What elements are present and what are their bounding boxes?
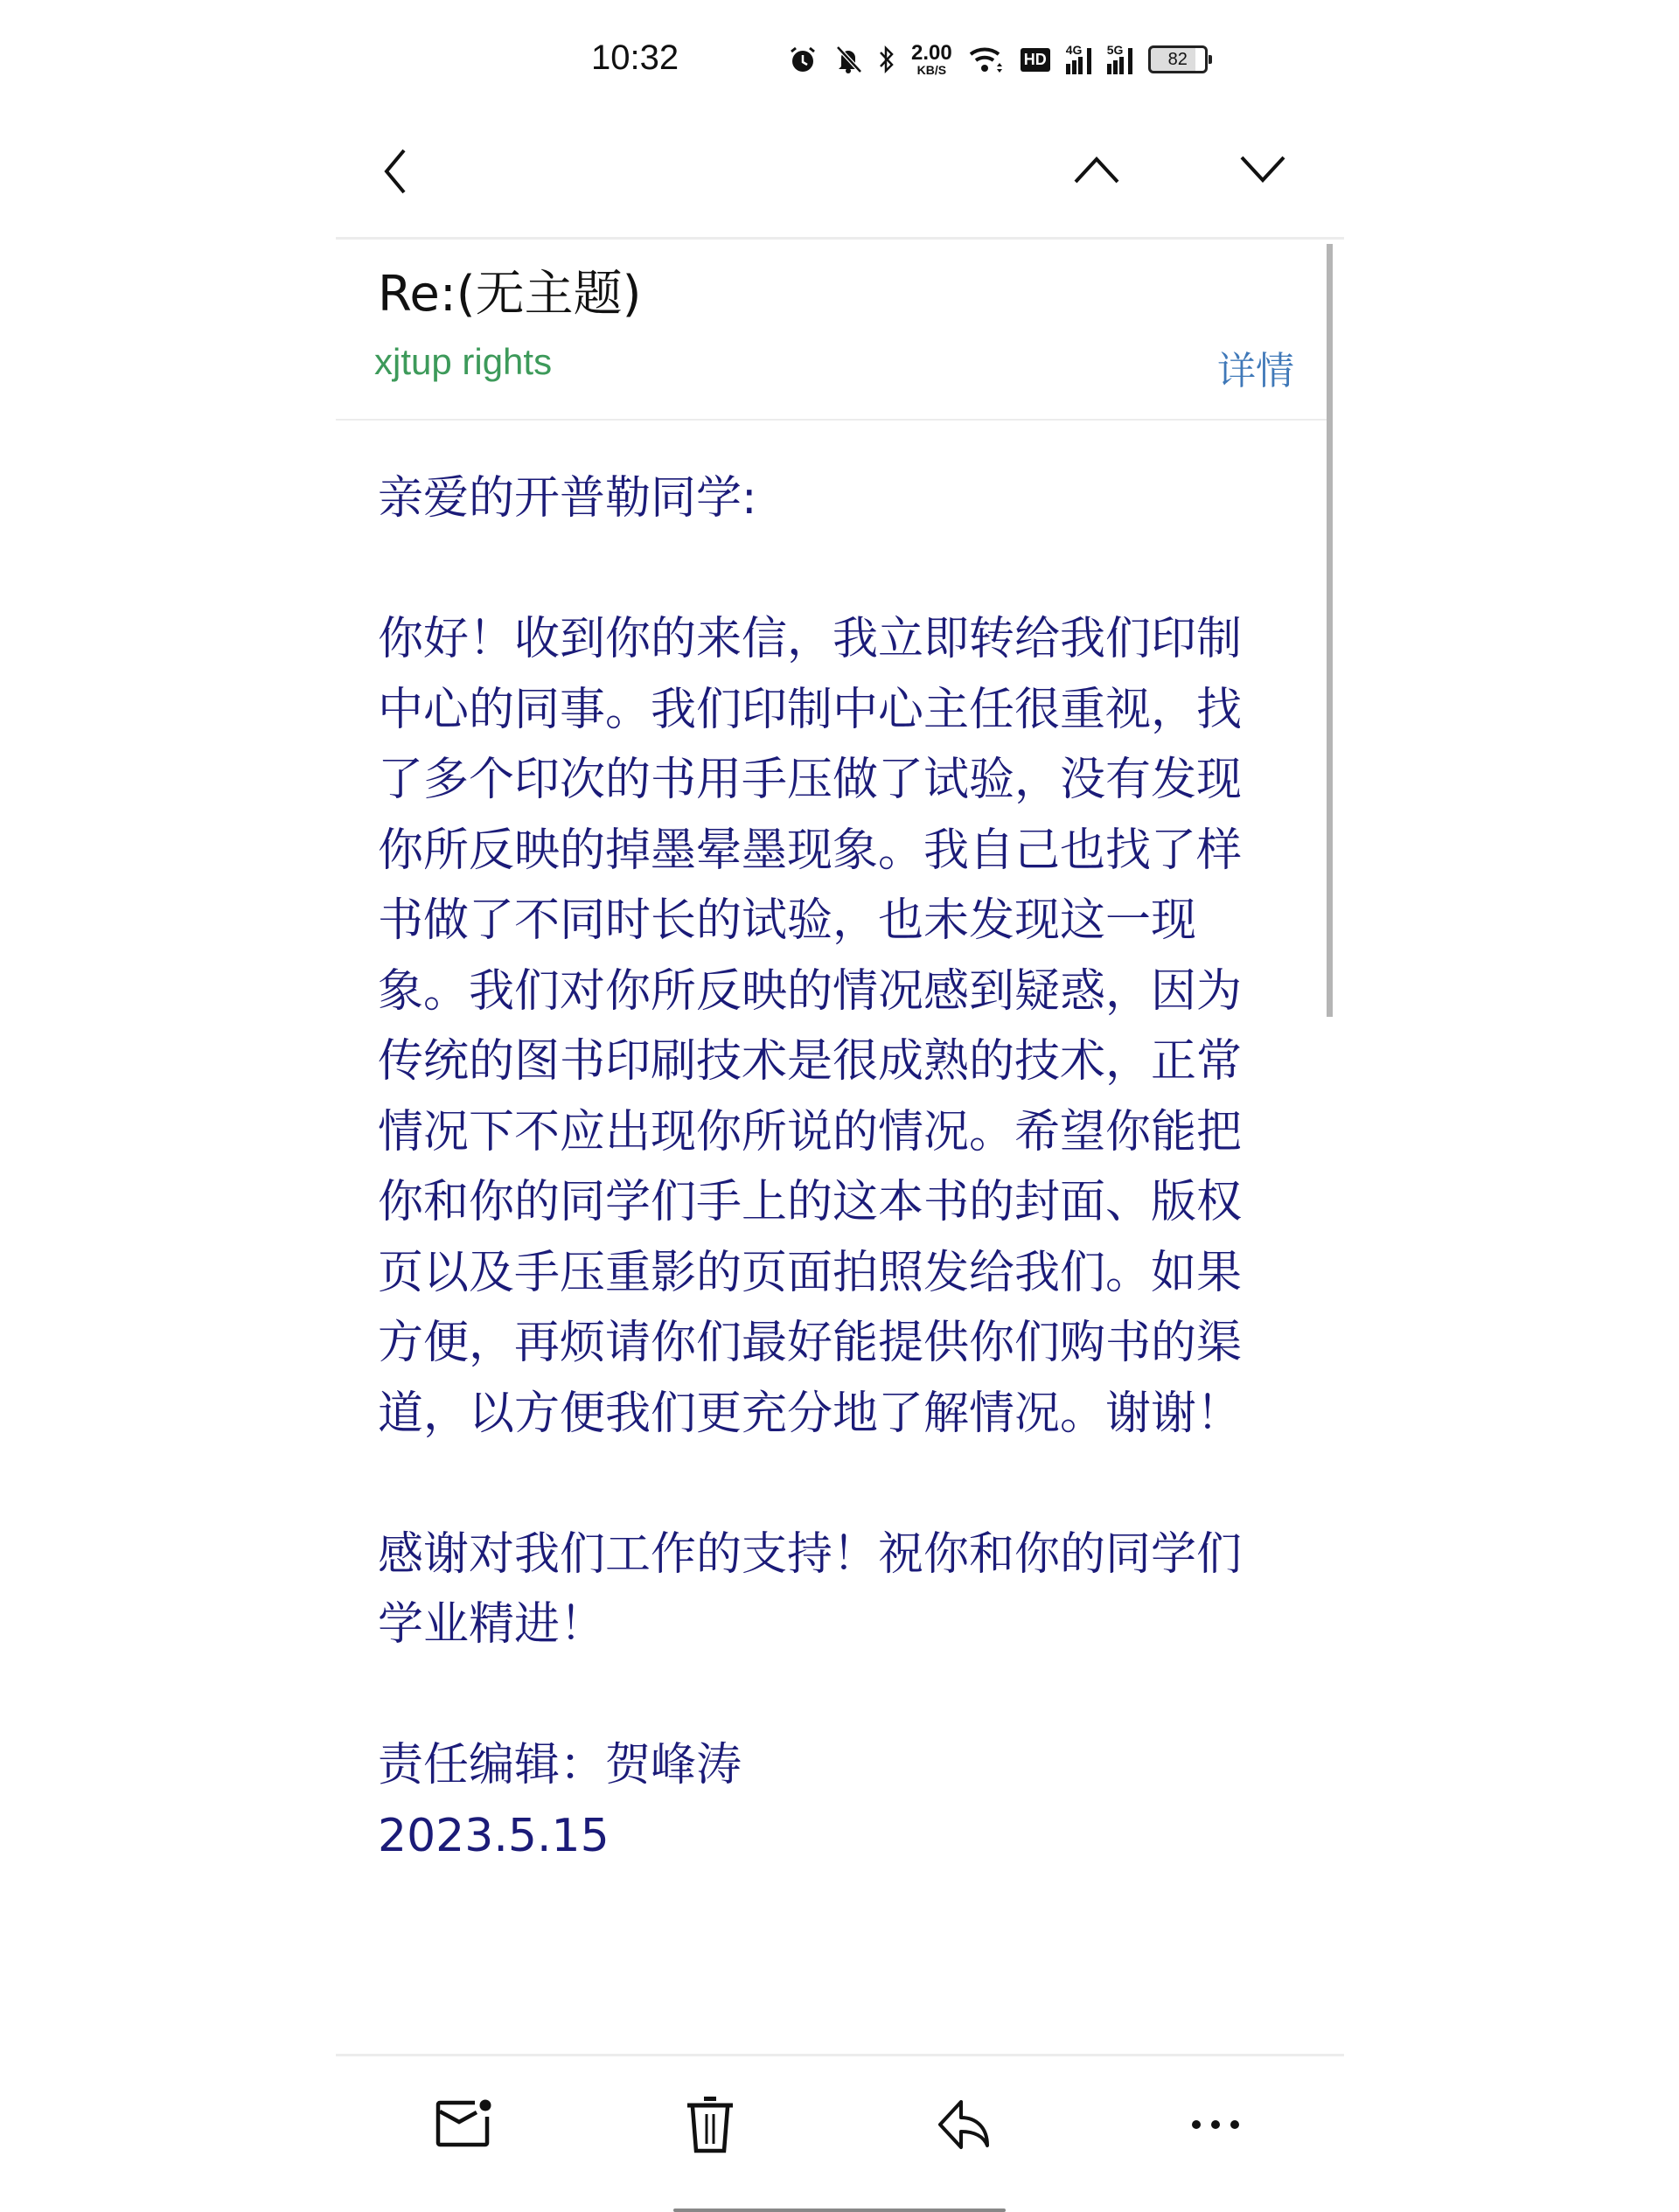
body-line: 你所反映的掉墨晕墨现象。我自己也找了样 <box>378 824 1243 877</box>
previous-email-button[interactable] <box>1072 152 1121 191</box>
bluetooth-icon <box>878 44 895 75</box>
mark-unread-button[interactable] <box>420 2085 507 2164</box>
body-line: 道，以方便我们更充分地了解情况。谢谢！ <box>378 1387 1243 1440</box>
subject-divider <box>336 419 1327 421</box>
scrollbar[interactable] <box>1327 244 1333 1017</box>
mail-unread-icon <box>435 2099 492 2150</box>
net-speed: 2.00 KB/S <box>911 41 952 77</box>
body-line: 你和你的同学们手上的这本书的封面、版权 <box>378 1176 1243 1228</box>
signal-4g-icon: 4G <box>1066 45 1091 74</box>
header-divider <box>336 237 1344 240</box>
back-button[interactable] <box>378 145 416 201</box>
body-line: 方便，再烦请你们最好能提供你们购书的渠 <box>378 1317 1243 1369</box>
reply-button[interactable] <box>922 2085 1009 2164</box>
wifi-icon <box>968 44 1005 75</box>
more-dots-icon <box>1189 2118 1242 2131</box>
body-line: 感谢对我们工作的支持！祝你和你的同学们 <box>378 1527 1243 1581</box>
body-line: 情况下不应出现你所说的情况。希望你能把 <box>378 1105 1243 1158</box>
details-link[interactable]: 详情 <box>1217 349 1294 393</box>
chevron-up-icon <box>1072 152 1121 187</box>
signal-5g-icon: 5G <box>1107 45 1132 74</box>
body-line: 学业精进！ <box>378 1598 606 1651</box>
body-line: 传统的图书印刷技术是很成熟的技术，正常 <box>378 1035 1243 1088</box>
body-blank-line <box>378 1449 1287 1520</box>
hd-voice-icon: HD <box>1021 48 1050 72</box>
body-line: 象。我们对你所反映的情况感到疑惑，因为 <box>378 964 1243 1018</box>
email-subject: Re:(无主题) <box>378 266 642 323</box>
body-line: 你好！收到你的来信，我立即转给我们印制 <box>378 613 1243 665</box>
battery-level: 82 <box>1167 49 1188 69</box>
body-line: 页以及手压重影的页面拍照发给我们。如果 <box>378 1246 1243 1299</box>
signature-date: 2023.5.15 <box>378 1809 610 1862</box>
body-line: 了多个印次的书用手压做了试验，没有发现 <box>378 754 1243 806</box>
trash-icon <box>684 2095 736 2154</box>
body-blank-line <box>378 1660 1287 1731</box>
email-body <box>378 463 1287 1871</box>
home-indicator[interactable] <box>673 2209 1006 2212</box>
signature-editor: 责任编辑：贺峰涛 <box>378 1739 742 1791</box>
next-email-button[interactable] <box>1238 152 1287 191</box>
email-sender[interactable]: xjtup rights <box>374 341 553 382</box>
more-button[interactable] <box>1172 2085 1259 2164</box>
chevron-left-icon <box>378 145 416 198</box>
status-time: 10:32 <box>591 38 679 77</box>
bell-muted-icon <box>834 44 862 75</box>
body-line: 书做了不同时长的试验，也未发现这一现 <box>378 894 1197 947</box>
alarm-icon <box>787 44 819 75</box>
body-line: 亲爱的开普勒同学: <box>378 472 757 525</box>
body-blank-line <box>378 534 1287 605</box>
body-line: 中心的同事。我们印制中心主任很重视，找 <box>378 683 1243 736</box>
battery-icon <box>1148 45 1208 73</box>
status-icons <box>787 40 1208 79</box>
toolbar-divider <box>336 2054 1344 2056</box>
chevron-down-icon <box>1238 152 1287 187</box>
delete-button[interactable] <box>666 2085 754 2164</box>
reply-icon <box>935 2098 996 2151</box>
